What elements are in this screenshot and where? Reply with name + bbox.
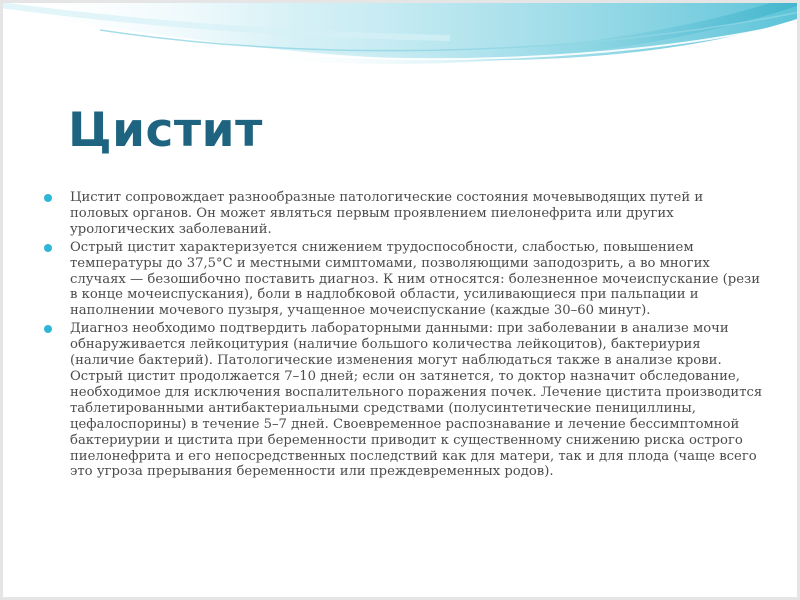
slide-title: Цистит — [68, 103, 263, 158]
paragraph-text: Цистит сопровождает разнообразные патологические состояния мочевыводящих путей и половых органов. Он может являться первым проявлением пиелонефрита или других урологических заболеваний. — [70, 190, 704, 237]
paragraph-text: Диагноз необходимо подтвердить лабораторными данными: при заболевании в анализе мочи обнаруживается лейкоцитурия (наличие большого количества лейкоцитов), бактериурия (наличие бактерий). Патологические изменения могут наблюдаться также в анализе крови. Острый цистит продолжается 7–10 дней; если он затянется, то доктор назначит обследование, необходимое для исключения воспалительного поражения почек. Лечение цистита производится таблетированными антибактериальными средствами (полусинтетические пенициллины, цефалоспорины) в течение 5–7 дней. Своевременное распознавание и лечение бессимптомной бактериурии и цистита при беременности приводит к существенному снижению риска острого пиелонефрита и его непосредственных последствий как для матери, так и для плода (чаще всего это угроза прерывания беременности или преждевременных родов). — [70, 321, 763, 480]
paragraph-text: Острый цистит характеризуется снижением трудоспособности, слабостью, повышением температуры до 37,5°С и местными симптомами, позволяющими заподозрить, а во многих случаях — безошибочно поставить диагноз. К ним относятся: болезненное мочеиспускание (рези в конце мочеиспускания), боли в надлобковой области, усиливающиеся при пальпации и наполнении мочевого пузыря, учащенное мочеиспускание (каждые 30–60 минут). — [70, 239, 760, 319]
